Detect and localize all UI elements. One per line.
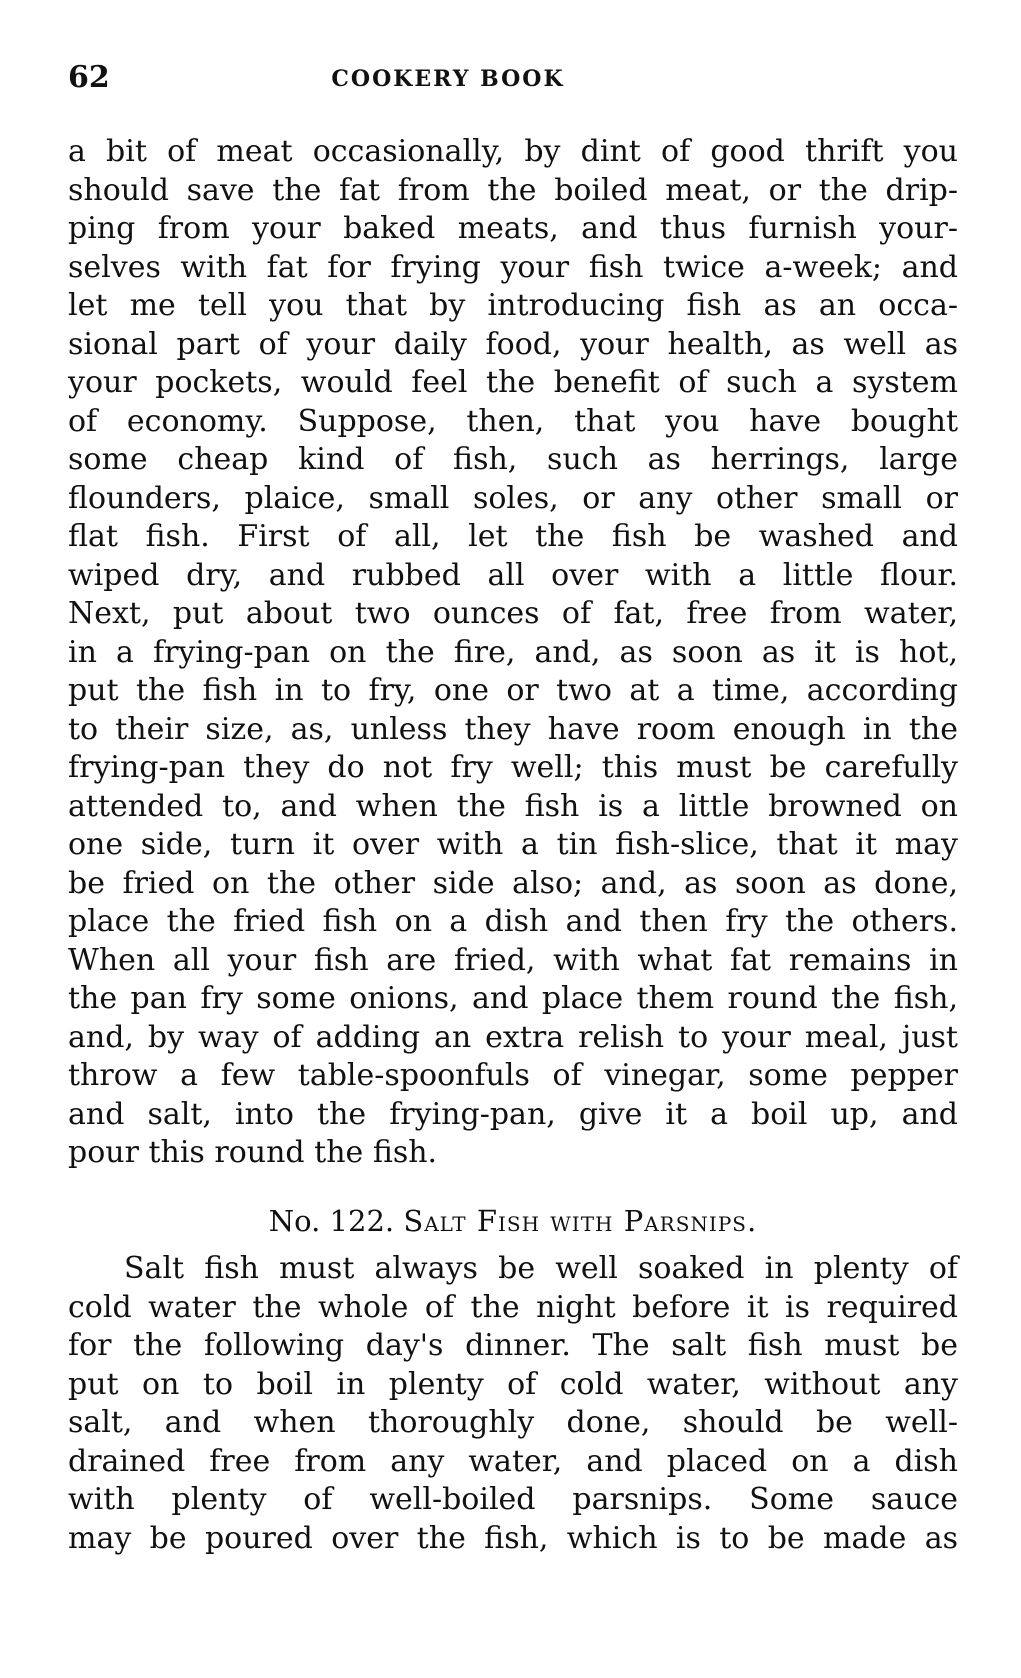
- text-line: flat fish. First of all, let the fish be washed and: [68, 519, 958, 554]
- text-line: should save the fat from the boiled meat, or the drip-: [68, 172, 958, 208]
- paragraph-continued: [68, 133, 958, 1173]
- text-line: salt, and when thoroughly done, should be well-: [68, 1405, 958, 1440]
- recipe-number: No. 122.: [268, 1204, 395, 1238]
- text-line: throw a few table-spoonfuls of vinegar, some pepper: [68, 1058, 958, 1093]
- text-line: wiped dry, and rubbed all over with a little flour.: [68, 557, 958, 593]
- text-line: Salt fish must always be well soaked in plenty of: [124, 1251, 958, 1286]
- text-line: in a frying-pan on the fire, and, as soon as it is hot,: [68, 634, 958, 670]
- text-line: a bit of meat occasionally, by dint of good thrift you: [68, 134, 958, 169]
- text-line: and, by way of adding an extra relish to your meal, just: [68, 1019, 958, 1055]
- text-line: flounders, plaice, small soles, or any other small or: [68, 480, 958, 516]
- text-line: put on to boil in plenty of cold water, without any: [68, 1366, 958, 1402]
- text-line: some cheap kind of fish, such as herrings, large: [68, 442, 958, 477]
- text-line: frying-pan they do not fry well; this must be carefully: [68, 750, 958, 785]
- recipe-title: Salt Fish with Parsnips.: [403, 1204, 758, 1238]
- text-line: attended to, and when the fish is a little browned on: [68, 788, 958, 824]
- text-line: for the following day's dinner. The salt fish must be: [68, 1328, 958, 1363]
- text-line: to their size, as, unless they have room enough in the: [68, 711, 958, 747]
- text-line: put the fish in to fry, one or two at a time, according: [68, 673, 958, 708]
- text-line: ping from your baked meats, and thus furnish your-: [68, 211, 958, 246]
- text-line: selves with fat for frying your fish twice a-week; and: [68, 249, 958, 285]
- text-line: Next, put about two ounces of fat, free from water,: [68, 596, 958, 631]
- text-line: drained free from any water, and placed on a dish: [68, 1443, 958, 1479]
- text-line: pour this round the fish.: [68, 1135, 438, 1170]
- text-line: cold water the whole of the night before it is required: [68, 1289, 958, 1325]
- text-line: your pockets, would feel the benefit of such a system: [68, 365, 958, 400]
- recipe-paragraph: [68, 1250, 958, 1558]
- text-line: sional part of your daily food, your health, as well as: [68, 326, 958, 362]
- page-number: 62: [68, 60, 110, 95]
- running-title: COOKERY BOOK: [331, 66, 565, 92]
- text-line: with plenty of well-boiled parsnips. Some sauce: [68, 1482, 958, 1517]
- recipe-heading: [68, 1202, 958, 1240]
- text-line: may be poured over the fish, which is to be made as: [68, 1520, 958, 1556]
- text-line: When all your fish are fried, with what fat remains in: [68, 942, 958, 978]
- text-line: of economy. Suppose, then, that you have bought: [68, 403, 958, 439]
- text-line: one side, turn it over with a tin fish-slice, that it may: [68, 827, 958, 862]
- text-line: the pan fry some onions, and place them round the fish,: [68, 981, 958, 1016]
- running-head: [68, 60, 958, 100]
- text-line: let me tell you that by introducing fish as an occa-: [68, 288, 958, 323]
- text-line: and salt, into the frying-pan, give it a boil up, and: [68, 1096, 958, 1132]
- text-line: be fried on the other side also; and, as soon as done,: [68, 865, 958, 901]
- text-line: place the fried fish on a dish and then fry the others.: [68, 904, 958, 939]
